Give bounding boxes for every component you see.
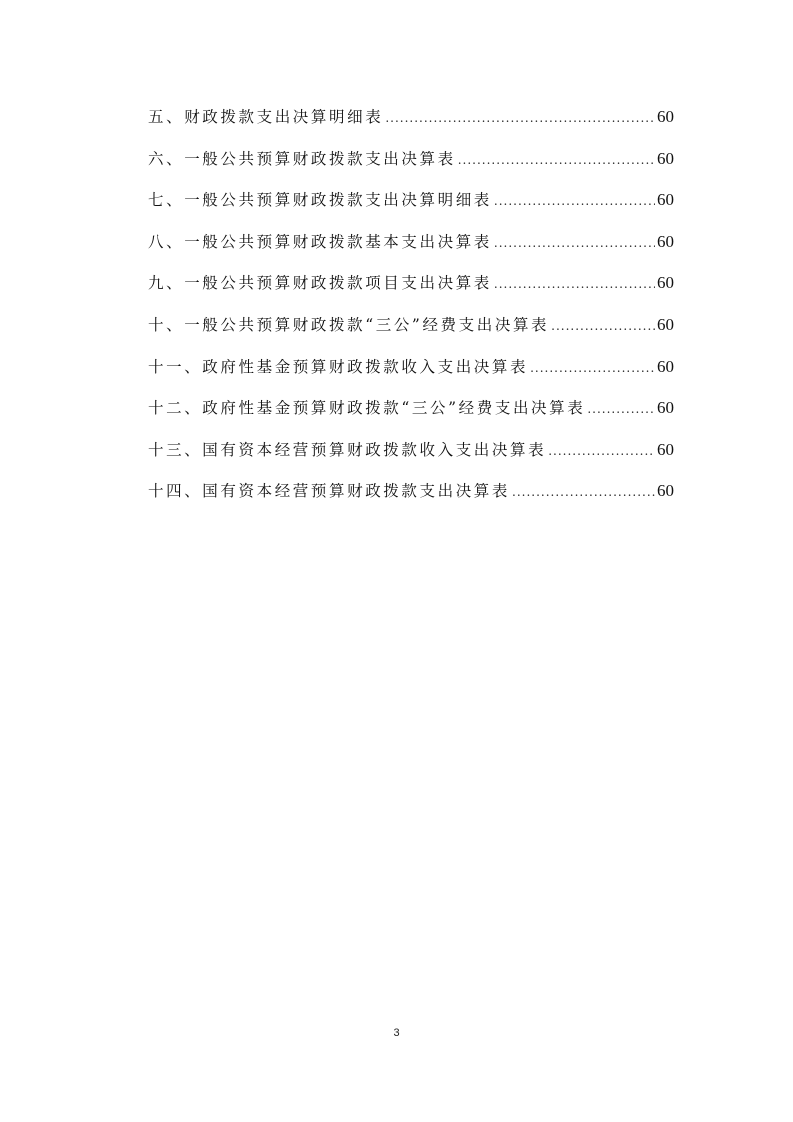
toc-entry-page: 60 [657,273,674,293]
toc-entry-page: 60 [657,481,674,501]
table-of-contents [148,104,674,520]
toc-dot-leader [548,438,655,464]
toc-entry-page: 60 [657,190,674,210]
toc-dot-leader [458,147,655,173]
toc-dot-leader [494,188,655,214]
toc-entry-title: 十四、国有资本经营预算财政拨款支出决算表 [148,482,511,501]
toc-entry-title: 七、一般公共预算财政拨款支出决算明细表 [148,191,492,210]
toc-dot-leader [587,396,655,422]
toc-entry-title: 十三、国有资本经营预算财政拨款收入支出决算表 [148,440,547,459]
toc-dot-leader [494,271,655,297]
toc-entry-page: 60 [657,148,674,168]
toc-entry-page: 60 [657,398,674,418]
toc-entry-title: 五、财政拨款支出决算明细表 [148,108,384,126]
toc-entry[interactable] [148,270,674,312]
toc-dot-leader [494,230,655,256]
toc-dot-leader [385,105,655,131]
page-number: 3 [393,1027,400,1039]
toc-entry[interactable] [148,312,674,354]
toc-entry-title: 十一、政府性基金预算财政拨款收入支出决算表 [148,357,529,376]
toc-dot-leader [530,355,655,381]
toc-entry[interactable] [148,187,674,229]
toc-entry[interactable] [148,395,674,437]
toc-entry-title: 九、一般公共预算财政拨款项目支出决算表 [148,274,492,293]
toc-entry-title: 八、一般公共预算财政拨款基本支出决算表 [148,232,492,251]
toc-dot-leader [551,313,655,339]
toc-entry-page: 60 [657,107,674,126]
toc-entry-page: 60 [657,439,674,459]
toc-entry[interactable] [148,354,674,396]
toc-dot-leader [512,479,655,505]
toc-entry[interactable] [148,104,674,146]
toc-entry[interactable] [148,478,674,520]
toc-entry-title: 六、一般公共预算财政拨款支出决算表 [148,149,456,168]
toc-entry-title: 十、一般公共预算财政拨款“三公”经费支出决算表 [148,315,550,334]
toc-entry[interactable] [148,437,674,479]
toc-entry[interactable] [148,146,674,188]
toc-entry[interactable] [148,229,674,271]
toc-entry-page: 60 [657,314,674,334]
toc-entry-title: 十二、政府性基金预算财政拨款“三公”经费支出决算表 [148,399,586,418]
toc-entry-page: 60 [657,231,674,251]
toc-entry-page: 60 [657,356,674,376]
